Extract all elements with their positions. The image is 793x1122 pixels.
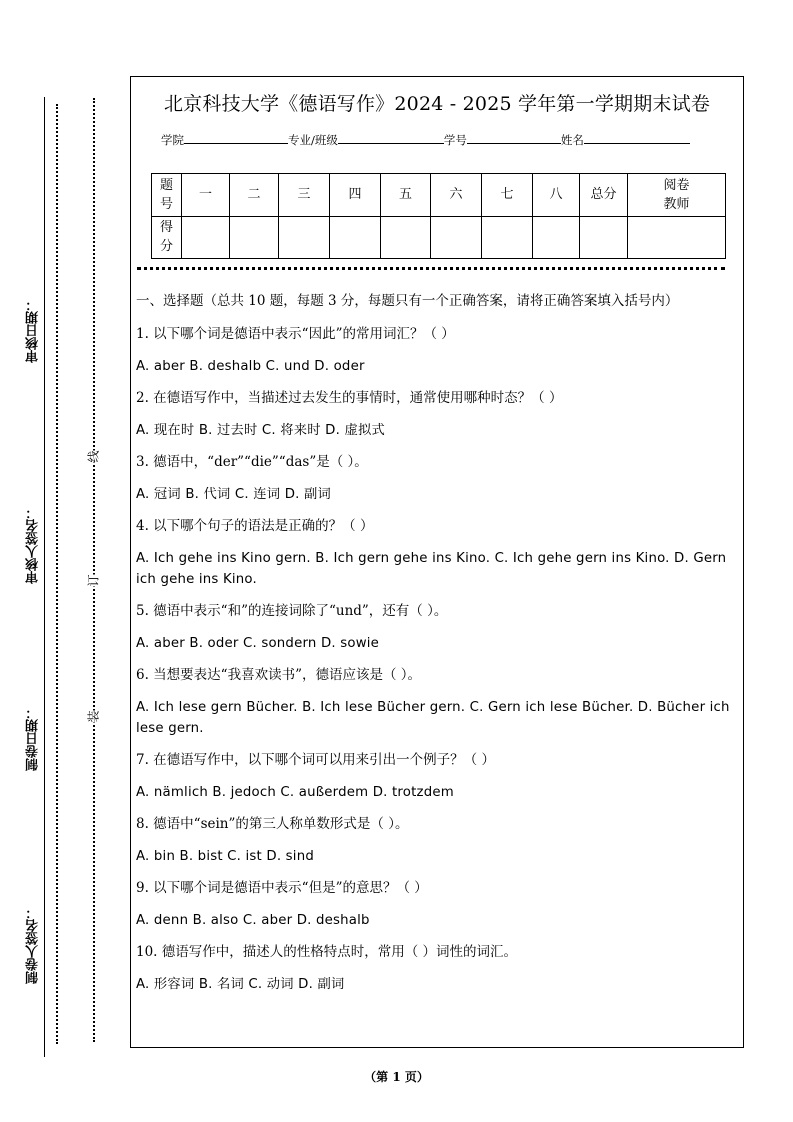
question-text: 7. 在德语写作中，以下哪个词可以用来引出一个例子？（ ） bbox=[136, 752, 495, 768]
score-col-7: 七 bbox=[482, 174, 533, 217]
question-text: 4. 以下哪个句子的语法是正确的？（ ） bbox=[136, 518, 374, 534]
score-col-3: 三 bbox=[279, 174, 330, 217]
score-col-grader: 阅卷教师 bbox=[628, 174, 726, 217]
question-options: A. bin B. bist C. ist D. sind bbox=[136, 849, 314, 864]
major-class-label: 专业/班级 bbox=[288, 133, 338, 147]
question-text: 3. 德语中，“der”“die”“das”是（ ）。 bbox=[136, 454, 368, 470]
question-text: 1. 以下哪个词是德语中表示“因此”的常用词汇？（ ） bbox=[136, 326, 455, 342]
score-cell[interactable] bbox=[279, 216, 330, 259]
name-label: 姓名 bbox=[560, 133, 584, 147]
score-cell[interactable] bbox=[580, 216, 628, 259]
name-field[interactable] bbox=[584, 132, 690, 144]
question-text: 8. 德语中“sein”的第三人称单数形式是（ ）。 bbox=[136, 816, 409, 832]
question-options: A. aber B. oder C. sondern D. sowie bbox=[136, 636, 380, 651]
score-col-6: 六 bbox=[431, 174, 482, 217]
score-cell[interactable] bbox=[381, 216, 431, 259]
binding-mark-zhuang: 装 bbox=[83, 710, 104, 722]
question-section bbox=[136, 291, 739, 1006]
score-cell[interactable] bbox=[533, 216, 580, 259]
student-info-row bbox=[161, 132, 690, 148]
reviewer-signature-label: 审核人签名： bbox=[26, 506, 41, 584]
score-col-8: 八 bbox=[533, 174, 580, 217]
question-options: A. aber B. deshalb C. und D. oder bbox=[136, 359, 365, 374]
score-cell[interactable] bbox=[482, 216, 533, 259]
make-date-label: 制卷日期： bbox=[26, 706, 41, 771]
question-number-label: 题号 bbox=[152, 174, 182, 217]
review-date-label: 审核日期： bbox=[26, 298, 41, 363]
exam-title: 北京科技大学《德语写作》2024 - 2025 学年第一学期期末试卷 bbox=[163, 93, 711, 115]
binding-mark-ding: 订 bbox=[83, 574, 104, 586]
major-class-field[interactable] bbox=[338, 132, 444, 144]
score-cell[interactable] bbox=[230, 216, 279, 259]
score-row-label: 得分 bbox=[152, 216, 182, 259]
student-id-label: 学号 bbox=[443, 133, 467, 147]
college-field[interactable] bbox=[184, 132, 288, 144]
question-text: 5. 德语中表示“和”的连接词除了“und”，还有（ ）。 bbox=[136, 603, 448, 619]
margin-signature-line bbox=[44, 97, 45, 1057]
question-text: 2. 在德语写作中，当描述过去发生的事情时，通常使用哪种时态？（ ） bbox=[136, 390, 563, 406]
score-table-header-row bbox=[152, 174, 726, 217]
score-cell[interactable] bbox=[182, 216, 230, 259]
question-text: 6. 当想要表达“我喜欢读书”，德语应该是（ ）。 bbox=[136, 667, 422, 683]
margin-dotted-line-inner bbox=[93, 98, 95, 1042]
dotted-separator bbox=[137, 267, 725, 270]
section-heading: 一、选择题（总共 10 题，每题 3 分，每题只有一个正确答案，请将正确答案填入括号内） bbox=[136, 293, 679, 309]
binding-mark-line: 线 bbox=[83, 450, 104, 462]
question-options: A. Ich gehe ins Kino gern. B. Ich gern gehe ins Kino. C. Ich gehe gern ins Kino. D. Gern ich gehe ins Kino. bbox=[136, 551, 727, 587]
score-cell[interactable] bbox=[431, 216, 482, 259]
score-table-score-row bbox=[152, 216, 726, 259]
score-col-5: 五 bbox=[381, 174, 431, 217]
score-col-total: 总分 bbox=[580, 174, 628, 217]
score-col-4: 四 bbox=[330, 174, 381, 217]
question-options: A. Ich lese gern Bücher. B. Ich lese Bücher gern. C. Gern ich lese Bücher. D. Bücher ich lese gern. bbox=[136, 700, 730, 736]
college-label: 学院 bbox=[161, 133, 184, 147]
question-options: A. nämlich B. jedoch C. außerdem D. trotzdem bbox=[136, 785, 454, 800]
question-options: A. 形容词 B. 名词 C. 动词 D. 副词 bbox=[136, 977, 345, 992]
page-number: （第 1 页） bbox=[364, 1070, 429, 1084]
score-col-1: 一 bbox=[182, 174, 230, 217]
score-col-2: 二 bbox=[230, 174, 279, 217]
question-options: A. denn B. also C. aber D. deshalb bbox=[136, 913, 370, 928]
score-cell[interactable] bbox=[330, 216, 381, 259]
student-id-field[interactable] bbox=[467, 132, 561, 144]
question-text: 10. 德语写作中，描述人的性格特点时，常用（ ）词性的词汇。 bbox=[136, 944, 518, 960]
score-cell[interactable] bbox=[628, 216, 726, 259]
exam-paper bbox=[130, 76, 744, 1048]
question-text: 9. 以下哪个词是德语中表示“但是”的意思？（ ） bbox=[136, 880, 428, 896]
question-options: A. 冠词 B. 代词 C. 连词 D. 副词 bbox=[136, 487, 331, 502]
maker-signature-label: 制卷人签名： bbox=[26, 906, 41, 984]
margin-dotted-line-outer bbox=[56, 104, 58, 1044]
score-table bbox=[151, 173, 726, 259]
question-options: A. 现在时 B. 过去时 C. 将来时 D. 虚拟式 bbox=[136, 423, 385, 438]
